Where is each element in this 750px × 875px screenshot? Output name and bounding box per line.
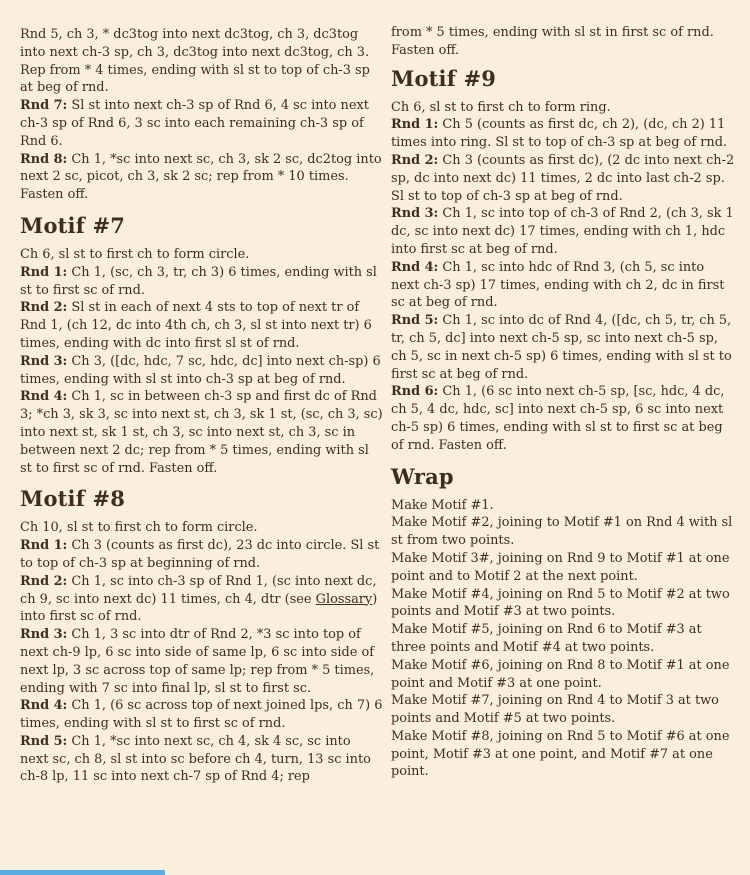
- instruction-paragraph: Rnd 1: Ch 5 (counts as first dc, ch 2), (dc, ch 2) 11 times into ring. Sl st to top of ch-3 sp at beg of rnd.: [391, 117, 728, 151]
- instruction-paragraph: Rnd 7: Sl st into next ch-3 sp of Rnd 6, 4 sc into next ch-3 sp of Rnd 6, 3 sc into each remaining ch-3 sp of Rnd 6.: [20, 98, 369, 149]
- motif-7-heading: Motif #7: [20, 212, 126, 238]
- wrap-step: Make Motif #4, joining on Rnd 5 to Motif #2 at two points and Motif #3 at two points.: [391, 586, 730, 620]
- wrap-step: Make Motif #7, joining on Rnd 4 to Motif 3 at two points and Motif #5 at two points.: [391, 693, 719, 727]
- progress-bar: [0, 870, 165, 875]
- round-label: Rnd 8:: [20, 151, 68, 167]
- motif-8-instructions: [20, 519, 383, 786]
- round-label: Rnd 1:: [391, 117, 439, 133]
- instruction-paragraph: Rnd 1: Ch 1, (sc, ch 3, tr, ch 3) 6 times, ending with sl st to first sc of rnd.: [20, 264, 377, 298]
- instruction-paragraph: Rnd 3: Ch 3, ([dc, hdc, 7 sc, hdc, dc] into next ch-sp) 6 times, ending with sl st into ch-3 sp at beg of rnd.: [20, 353, 381, 387]
- instruction-paragraph: Rnd 1: Ch 3 (counts as first dc), 23 dc into circle. Sl st to top of ch-3 sp at beginning of rnd.: [20, 538, 380, 571]
- round-label: Rnd 3:: [391, 206, 439, 222]
- round-label: Rnd 4:: [20, 389, 68, 405]
- instruction-paragraph: from * 5 times, ending with sl st in first sc of rnd. Fasten off.: [391, 25, 714, 58]
- motif-9-instructions: [391, 99, 736, 455]
- wrap-instructions: [391, 497, 736, 782]
- instruction-paragraph: Ch 10, sl st to first ch to form circle.: [20, 520, 258, 536]
- instruction-paragraph: Rnd 6: Ch 1, (6 sc into next ch-5 sp, [sc, hdc, 4 dc, ch 5, 4 dc, hdc, sc] into next ch-5 sp, 6 sc into next ch-5 sp) 6 times, ending with sl st to first sc at beg of rnd. Fasten off.: [391, 384, 725, 453]
- instruction-paragraph: Rnd 8: Ch 1, *sc into next sc, ch 3, sk 2 sc, dc2tog into next 2 sc, picot, ch 3, sk 2 sc; rep from * 10 times. Fasten off.: [20, 151, 382, 203]
- round-label: Rnd 7:: [20, 98, 68, 114]
- instruction-paragraph: Rnd 5, ch 3, * dc3tog into next dc3tog, ch 3, dc3tog into next ch-3 sp, ch 3, dc3tog into next dc3tog, ch 3. Rep from * 4 times, ending with sl st to top of ch-3 sp at beg of rnd.: [20, 27, 370, 96]
- instruction-paragraph: Rnd 4: Ch 1, sc in between ch-3 sp and first dc of Rnd 3; *ch 3, sk 3, sc into next st, ch 3, sk 1 st, (sc, ch 3, sc) into next st, sk 1 st, ch 3, sc into next st, ch 3, sc in between next 2 dc; rep from * 5 times, ending with sl st to first sc of rnd. Fasten off.: [20, 389, 383, 476]
- wrap-step: Make Motif 3#, joining on Rnd 9 to Motif #1 at one point and to Motif 2 at the next point.: [391, 550, 730, 584]
- instruction-paragraph: Rnd 4: Ch 1, sc into hdc of Rnd 3, (ch 5, sc into next ch-3 sp) 17 times, ending with ch 2, dc in first sc at beg of rnd.: [391, 259, 725, 311]
- round-label: Rnd 4:: [20, 698, 68, 714]
- wrap-step: Make Motif #5, joining on Rnd 6 to Motif #3 at three points and Motif #4 at two points.: [391, 622, 702, 655]
- instruction-paragraph: Rnd 2: Ch 3 (counts as first dc), (2 dc into next ch-2 sp, dc into next dc) 11 times, 2 dc into last ch-2 sp. Sl st to top of ch-3 sp at beg of rnd.: [391, 152, 735, 204]
- round-label: Rnd 5:: [20, 733, 68, 749]
- wrap-step: Make Motif #1.: [391, 497, 494, 513]
- round-label: Rnd 3:: [20, 353, 68, 369]
- intro-instructions: [20, 26, 383, 204]
- instruction-paragraph: Rnd 5: Ch 1, sc into dc of Rnd 4, ([dc, ch 5, tr, ch 5, tr, ch 5, dc] into next ch-5 sp, sc into next ch-5 sp, ch 5, sc in next ch-5 sp) 6 times, ending with sl st to first sc at beg of rnd.: [391, 313, 732, 382]
- right-column: [391, 24, 750, 870]
- round-label: Rnd 1:: [20, 538, 68, 554]
- instruction-paragraph: Ch 6, sl st to first ch to form ring.: [391, 99, 611, 115]
- continued-instructions: [391, 24, 736, 60]
- instruction-paragraph: Rnd 2: Ch 1, sc into ch-3 sp of Rnd 1, (sc into next dc, ch 9, sc into next dc) 11 times, ch 4, dtr (see Glossary) into first sc of rnd.: [20, 573, 378, 625]
- round-label: Rnd 5:: [391, 313, 439, 329]
- wrap-heading: Wrap: [391, 463, 454, 489]
- round-label: Rnd 3:: [20, 627, 68, 643]
- instruction-paragraph: Ch 6, sl st to first ch to form circle.: [20, 246, 250, 262]
- instruction-paragraph: Rnd 3: Ch 1, sc into top of ch-3 of Rnd 2, (ch 3, sk 1 dc, sc into next dc) 17 times, ending with ch 1, hdc into first sc at beg of rnd.: [391, 206, 734, 257]
- instruction-paragraph: Rnd 2: Sl st in each of next 4 sts to top of next tr of Rnd 1, (ch 12, dc into 4th ch, ch 3, sl st into next tr) 6 times, ending with dc into first sl st of rnd.: [20, 300, 372, 351]
- round-label: Rnd 4:: [391, 259, 439, 275]
- motif-8-heading: Motif #8: [20, 486, 126, 512]
- round-label: Rnd 2:: [20, 300, 68, 316]
- round-label: Rnd 2:: [391, 152, 439, 168]
- instruction-paragraph: Rnd 4: Ch 1, (6 sc across top of next joined lps, ch 7) 6 times, ending with sl st to first sc of rnd.: [20, 698, 383, 732]
- round-label: Rnd 6:: [391, 384, 439, 400]
- wrap-step: Make Motif #8, joining on Rnd 5 to Motif #6 at one point, Motif #3 at one point, and Motif #7 at one point.: [391, 728, 730, 780]
- instruction-paragraph: Rnd 5: Ch 1, *sc into next sc, ch 4, sk 4 sc, sc into next sc, ch 8, sl st into sc before ch 4, turn, 13 sc into ch-8 lp, 11 sc into next ch-7 sp of Rnd 4; rep: [20, 733, 371, 785]
- round-label: Rnd 1:: [20, 264, 68, 280]
- motif-9-heading: Motif #9: [391, 65, 497, 91]
- left-column: [0, 26, 391, 870]
- instruction-paragraph: Rnd 3: Ch 1, 3 sc into dtr of Rnd 2, *3 sc into top of next ch-9 lp, 6 sc into side of same lp, 6 sc into side of next lp, 3 sc across top of same lp; rep from * 5 times, ending with 7 sc into final lp, sl st to first sc.: [20, 627, 375, 696]
- wrap-step: Make Motif #2, joining to Motif #1 on Rnd 4 with sl st from two points.: [391, 515, 733, 549]
- motif-7-instructions: [20, 246, 383, 477]
- wrap-step: Make Motif #6, joining on Rnd 8 to Motif #1 at one point and Motif #3 at one point.: [391, 657, 730, 691]
- round-label: Rnd 2:: [20, 573, 68, 589]
- glossary-link[interactable]: Glossary: [315, 591, 373, 607]
